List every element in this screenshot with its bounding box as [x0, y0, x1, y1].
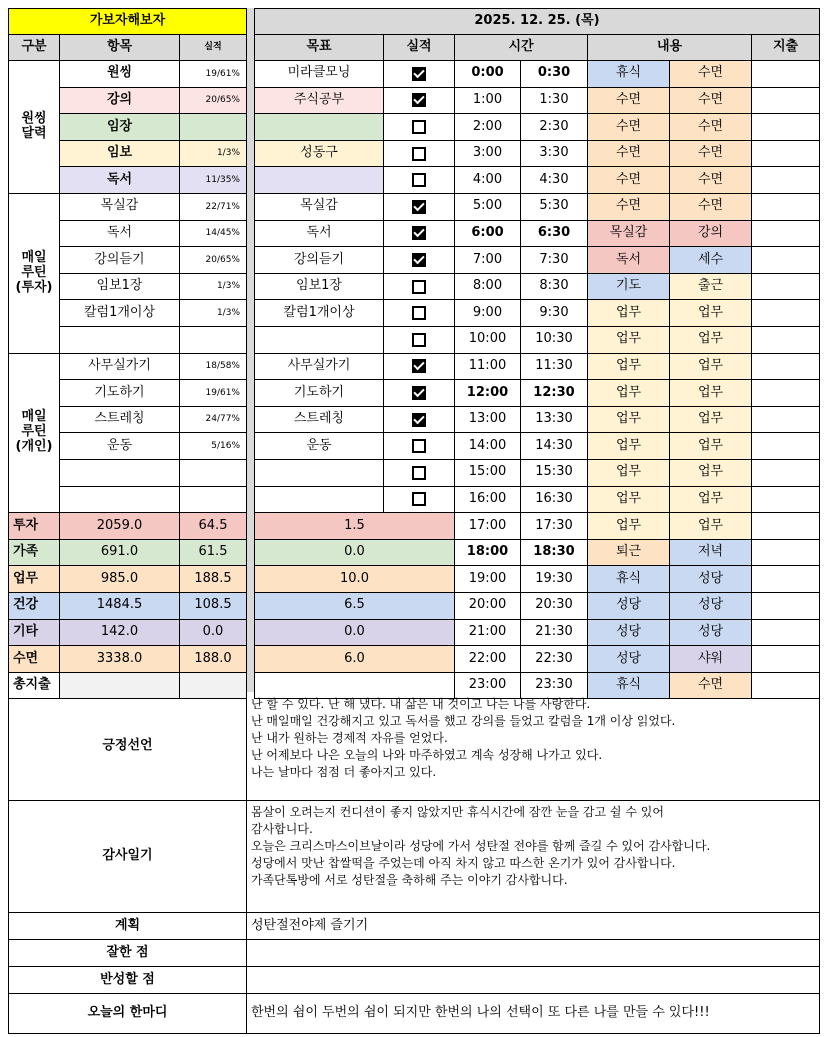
- expense-cell[interactable]: [752, 540, 820, 567]
- time-end: 1:30: [521, 88, 588, 115]
- total-value-2: 188.0: [180, 646, 247, 673]
- total-value-1: 3338.0: [60, 646, 180, 673]
- expense-cell[interactable]: [752, 194, 820, 221]
- activity-first-half: 업무: [588, 300, 670, 327]
- activity-second-half: 업무: [670, 327, 752, 354]
- time-end: 15:30: [521, 460, 588, 487]
- item-score: [180, 460, 247, 487]
- time-start: 7:00: [455, 247, 521, 274]
- time-end: 19:30: [521, 566, 588, 593]
- item-name: 기도하기: [60, 380, 180, 407]
- activity-second-half: 수면: [670, 141, 752, 168]
- expense-cell[interactable]: [752, 274, 820, 301]
- activity-first-half: 수면: [588, 114, 670, 141]
- expense-cell[interactable]: [752, 141, 820, 168]
- activity-second-half: 수면: [670, 61, 752, 88]
- activity-first-half: 업무: [588, 380, 670, 407]
- item-name: 사무실가기: [60, 354, 180, 381]
- time-start: 9:00: [455, 300, 521, 327]
- time-start: 12:00: [455, 380, 521, 407]
- activity-second-half: 업무: [670, 433, 752, 460]
- activity-first-half: 수면: [588, 194, 670, 221]
- time-start: 20:00: [455, 593, 521, 620]
- total-category: 가족: [8, 540, 60, 567]
- total-value-1: 2059.0: [60, 513, 180, 540]
- goal-cell: 미라클모닝: [254, 61, 384, 88]
- checked-checkbox[interactable]: [412, 200, 426, 214]
- activity-first-half: 독서: [588, 247, 670, 274]
- activity-second-half: 업무: [670, 487, 752, 514]
- item-score: 22/71%: [180, 194, 247, 221]
- expense-cell[interactable]: [752, 88, 820, 115]
- goal-cell: 스트레칭: [254, 407, 384, 434]
- done-checkbox-cell[interactable]: [384, 61, 455, 88]
- activity-second-half: 강의: [670, 221, 752, 248]
- checked-checkbox[interactable]: [412, 386, 426, 400]
- goal-cell: 목실감: [254, 194, 384, 221]
- expense-cell[interactable]: [752, 593, 820, 620]
- activity-second-half: 업무: [670, 354, 752, 381]
- goal-cell: 주식공부: [254, 88, 384, 115]
- done-checkbox-cell[interactable]: [384, 354, 455, 381]
- time-end: 8:30: [521, 274, 588, 301]
- header-time: 시간: [455, 35, 588, 61]
- done-checkbox-cell[interactable]: [384, 300, 455, 327]
- done-checkbox-cell[interactable]: [384, 247, 455, 274]
- header-item: 항목: [60, 35, 180, 61]
- time-end: 13:30: [521, 407, 588, 434]
- group-label: 매일 루틴 (개인): [8, 354, 60, 514]
- total-value-1: 985.0: [60, 566, 180, 593]
- activity-second-half: 성당: [670, 566, 752, 593]
- activity-first-half: 업무: [588, 354, 670, 381]
- total-category: 기타: [8, 620, 60, 647]
- time-start: 6:00: [455, 221, 521, 248]
- expense-cell[interactable]: [752, 433, 820, 460]
- header-expense: 지출: [752, 35, 820, 61]
- checked-checkbox[interactable]: [412, 253, 426, 267]
- done-checkbox-cell[interactable]: [384, 433, 455, 460]
- item-score: 18/58%: [180, 354, 247, 381]
- item-score: 19/61%: [180, 380, 247, 407]
- activity-first-half: 휴식: [588, 673, 670, 700]
- date-header: 2025. 12. 25. (목): [254, 8, 820, 35]
- activity-second-half: 샤워: [670, 646, 752, 673]
- checked-checkbox[interactable]: [412, 359, 426, 373]
- activity-second-half: 수면: [670, 673, 752, 700]
- item-score: 20/65%: [180, 247, 247, 274]
- expense-cell[interactable]: [752, 327, 820, 354]
- item-score: 14/45%: [180, 221, 247, 248]
- item-score: [180, 114, 247, 141]
- activity-second-half: 수면: [670, 88, 752, 115]
- activity-first-half: 휴식: [588, 61, 670, 88]
- time-start: 3:00: [455, 141, 521, 168]
- time-start: 2:00: [455, 114, 521, 141]
- expense-cell[interactable]: [752, 221, 820, 248]
- goal-cell: 임보1장: [254, 274, 384, 301]
- activity-first-half: 성당: [588, 593, 670, 620]
- time-end: 3:30: [521, 141, 588, 168]
- total-category: 투자: [8, 513, 60, 540]
- item-score: [180, 487, 247, 514]
- done-checkbox-cell[interactable]: [384, 487, 455, 514]
- time-start: 10:00: [455, 327, 521, 354]
- expense-cell[interactable]: [752, 566, 820, 593]
- time-end: 2:30: [521, 114, 588, 141]
- expense-cell[interactable]: [752, 61, 820, 88]
- time-start: 16:00: [455, 487, 521, 514]
- activity-second-half: 업무: [670, 407, 752, 434]
- unchecked-checkbox[interactable]: [412, 492, 426, 506]
- activity-first-half: 업무: [588, 407, 670, 434]
- done-checkbox-cell[interactable]: [384, 88, 455, 115]
- total-category: 수면: [8, 646, 60, 673]
- expense-cell[interactable]: [752, 646, 820, 673]
- expense-cell[interactable]: [752, 354, 820, 381]
- unchecked-checkbox[interactable]: [412, 333, 426, 347]
- activity-second-half: 수면: [670, 194, 752, 221]
- goal-cell: 독서: [254, 221, 384, 248]
- time-start: 21:00: [455, 620, 521, 647]
- activity-first-half: 목실감: [588, 221, 670, 248]
- activity-second-half: 업무: [670, 460, 752, 487]
- plan-label: 계획: [8, 913, 247, 940]
- time-start: 15:00: [455, 460, 521, 487]
- good-points-text[interactable]: [247, 940, 820, 967]
- item-name: 운동: [60, 433, 180, 460]
- item-name: 스트레칭: [60, 407, 180, 434]
- affirmation-text[interactable]: 난 할 수 있다. 난 해 냈다. 내 삶은 내 것이고 나는 나를 사랑한다. 난 매일매일 건강해지고 있고 독서를 했고 강의를 들었고 칼럼을 1개 이상 읽었다. 난 내가 원하는 경제적 자유를 얻었다. 난 어제보다 나은 오늘의 나와 마주하였고 계속 성장해 나가고 있다. 나는 날마다 점점 더 좋아지고 있다.: [247, 693, 820, 801]
- header-category: 구분: [8, 35, 60, 61]
- checked-checkbox[interactable]: [412, 93, 426, 107]
- item-score: 1/3%: [180, 300, 247, 327]
- reflection-text[interactable]: [247, 967, 820, 994]
- goal-cell: 성동구: [254, 141, 384, 168]
- activity-first-half: 업무: [588, 460, 670, 487]
- goal-cell: [254, 327, 384, 354]
- time-start: 0:00: [455, 61, 521, 88]
- time-start: 4:00: [455, 167, 521, 194]
- done-checkbox-cell[interactable]: [384, 141, 455, 168]
- total-value-1: 691.0: [60, 540, 180, 567]
- item-score: [180, 327, 247, 354]
- item-score: 19/61%: [180, 61, 247, 88]
- expense-cell[interactable]: [752, 487, 820, 514]
- total-expense-label: 총지출: [8, 673, 60, 700]
- plan-text[interactable]: 성탄절전야제 즐기기: [247, 913, 820, 940]
- time-start: 14:00: [455, 433, 521, 460]
- activity-first-half: 기도: [588, 274, 670, 301]
- time-end: 18:30: [521, 540, 588, 567]
- group-label: 매일 루틴 (투자): [8, 194, 60, 354]
- group-label: 원씽 달력: [8, 61, 60, 194]
- unchecked-checkbox[interactable]: [412, 147, 426, 161]
- unchecked-checkbox[interactable]: [412, 173, 426, 187]
- done-checkbox-cell[interactable]: [384, 167, 455, 194]
- item-name: 목실감: [60, 194, 180, 221]
- total-value-2: 0.0: [180, 620, 247, 647]
- item-name: 강의: [60, 88, 180, 115]
- sheet-title: 가보자해보자: [8, 8, 247, 35]
- activity-second-half: 성당: [670, 620, 752, 647]
- column-separator: [247, 8, 254, 692]
- activity-second-half: 세수: [670, 247, 752, 274]
- total-value-3: 6.5: [254, 593, 455, 620]
- header-content: 내용: [588, 35, 752, 61]
- gratitude-text[interactable]: 몸살이 오려는지 컨디션이 좋지 않았지만 휴식시간에 잠깐 눈을 감고 쉴 수 있어 감사합니다. 오늘은 크리스마스이브날이라 성당에 가서 성탄절 전야를 함께 즐길 수 있어 감사합니다. 성당에서 맛난 찹쌀떡을 주었는데 아직 차지 않고 따스한 온기가 있어 감사합니다. 가족단톡방에 서로 성탄절을 축하해 주는 이야기 감사합니다.: [247, 801, 820, 913]
- time-end: 6:30: [521, 221, 588, 248]
- activity-first-half: 수면: [588, 88, 670, 115]
- item-name: [60, 327, 180, 354]
- goal-cell: [254, 487, 384, 514]
- header-goal: 목표: [254, 35, 384, 61]
- total-value-2: 188.5: [180, 566, 247, 593]
- activity-second-half: 출근: [670, 274, 752, 301]
- item-name: 임보: [60, 141, 180, 168]
- expense-cell[interactable]: [752, 620, 820, 647]
- expense-cell[interactable]: [752, 407, 820, 434]
- one-word-label: 오늘의 한마디: [8, 994, 247, 1034]
- total-value-1: 142.0: [60, 620, 180, 647]
- total-category: 업무: [8, 566, 60, 593]
- activity-second-half: 수면: [670, 114, 752, 141]
- activity-first-half: 휴식: [588, 566, 670, 593]
- item-name: 강의듣기: [60, 247, 180, 274]
- reflection-label: 반성할 점: [8, 967, 247, 994]
- item-name: 독서: [60, 167, 180, 194]
- item-name: [60, 487, 180, 514]
- activity-second-half: 수면: [670, 167, 752, 194]
- unchecked-checkbox[interactable]: [412, 439, 426, 453]
- goal-cell: [254, 114, 384, 141]
- time-start: 1:00: [455, 88, 521, 115]
- checked-checkbox[interactable]: [412, 226, 426, 240]
- time-start: 13:00: [455, 407, 521, 434]
- activity-second-half: 업무: [670, 380, 752, 407]
- activity-first-half: 수면: [588, 167, 670, 194]
- activity-second-half: 저녁: [670, 540, 752, 567]
- goal-cell: 칼럼1개이상: [254, 300, 384, 327]
- activity-first-half: 업무: [588, 513, 670, 540]
- total-value-1: 1484.5: [60, 593, 180, 620]
- activity-first-half: 업무: [588, 327, 670, 354]
- time-end: 23:30: [521, 673, 588, 700]
- done-checkbox-cell[interactable]: [384, 274, 455, 301]
- item-score: 5/16%: [180, 433, 247, 460]
- time-end: 9:30: [521, 300, 588, 327]
- time-start: 8:00: [455, 274, 521, 301]
- activity-second-half: 성당: [670, 593, 752, 620]
- activity-first-half: 업무: [588, 433, 670, 460]
- expense-cell[interactable]: [752, 300, 820, 327]
- item-name: 임장: [60, 114, 180, 141]
- total-category: 건강: [8, 593, 60, 620]
- total-value-2: 108.5: [180, 593, 247, 620]
- total-value-3: 6.0: [254, 646, 455, 673]
- goal-cell: [254, 167, 384, 194]
- done-checkbox-cell[interactable]: [384, 114, 455, 141]
- total-value-3: 10.0: [254, 566, 455, 593]
- header-done: 실적: [384, 35, 455, 61]
- time-start: 17:00: [455, 513, 521, 540]
- total-value-3: 0.0: [254, 620, 455, 647]
- time-start: 19:00: [455, 566, 521, 593]
- time-end: 10:30: [521, 327, 588, 354]
- goal-cell: [254, 460, 384, 487]
- item-name: 독서: [60, 221, 180, 248]
- done-checkbox-cell[interactable]: [384, 460, 455, 487]
- done-checkbox-cell[interactable]: [384, 380, 455, 407]
- time-start: 5:00: [455, 194, 521, 221]
- time-end: 12:30: [521, 380, 588, 407]
- time-end: 20:30: [521, 593, 588, 620]
- one-word-text[interactable]: 한번의 쉼이 두번의 쉼이 되지만 한번의 나의 선택이 또 다른 나를 만들 수 있다!!!: [247, 994, 820, 1034]
- item-name: 칼럼1개이상: [60, 300, 180, 327]
- good-points-label: 잘한 점: [8, 940, 247, 967]
- expense-cell[interactable]: [752, 247, 820, 274]
- goal-cell: 기도하기: [254, 380, 384, 407]
- item-score: 24/77%: [180, 407, 247, 434]
- goal-cell: 사무실가기: [254, 354, 384, 381]
- time-end: 17:30: [521, 513, 588, 540]
- item-score: 20/65%: [180, 88, 247, 115]
- done-checkbox-cell[interactable]: [384, 407, 455, 434]
- item-name: 임보1장: [60, 274, 180, 301]
- unchecked-checkbox[interactable]: [412, 280, 426, 294]
- item-name: 원씽: [60, 61, 180, 88]
- gratitude-label: 감사일기: [8, 801, 247, 913]
- time-end: 4:30: [521, 167, 588, 194]
- expense-cell[interactable]: [752, 114, 820, 141]
- unchecked-checkbox[interactable]: [412, 306, 426, 320]
- activity-second-half: 업무: [670, 300, 752, 327]
- time-end: 11:30: [521, 354, 588, 381]
- time-end: 5:30: [521, 194, 588, 221]
- time-end: 0:30: [521, 61, 588, 88]
- time-start: 23:00: [455, 673, 521, 700]
- expense-cell[interactable]: [752, 167, 820, 194]
- total-value-3: 0.0: [254, 540, 455, 567]
- time-end: 14:30: [521, 433, 588, 460]
- expense-cell[interactable]: [752, 380, 820, 407]
- time-end: 7:30: [521, 247, 588, 274]
- item-score: 1/3%: [180, 141, 247, 168]
- header-score: 실적: [180, 35, 247, 61]
- time-start: 18:00: [455, 540, 521, 567]
- expense-cell[interactable]: [752, 460, 820, 487]
- done-checkbox-cell[interactable]: [384, 221, 455, 248]
- unchecked-checkbox[interactable]: [412, 120, 426, 134]
- activity-first-half: 성당: [588, 646, 670, 673]
- time-end: 16:30: [521, 487, 588, 514]
- time-end: 21:30: [521, 620, 588, 647]
- total-value-2: 64.5: [180, 513, 247, 540]
- total-value-2: 61.5: [180, 540, 247, 567]
- checked-checkbox[interactable]: [412, 413, 426, 427]
- done-checkbox-cell[interactable]: [384, 194, 455, 221]
- item-name: [60, 460, 180, 487]
- activity-second-half: 업무: [670, 513, 752, 540]
- time-end: 22:30: [521, 646, 588, 673]
- item-score: 1/3%: [180, 274, 247, 301]
- goal-cell: 강의듣기: [254, 247, 384, 274]
- activity-first-half: 성당: [588, 620, 670, 647]
- goal-cell: 운동: [254, 433, 384, 460]
- item-score: 11/35%: [180, 167, 247, 194]
- time-start: 11:00: [455, 354, 521, 381]
- unchecked-checkbox[interactable]: [412, 466, 426, 480]
- activity-first-half: 퇴근: [588, 540, 670, 567]
- done-checkbox-cell[interactable]: [384, 327, 455, 354]
- checked-checkbox[interactable]: [412, 67, 426, 81]
- total-value-3: 1.5: [254, 513, 455, 540]
- affirmation-label: 긍정선언: [8, 693, 247, 801]
- expense-cell[interactable]: [752, 513, 820, 540]
- activity-first-half: 업무: [588, 487, 670, 514]
- time-start: 22:00: [455, 646, 521, 673]
- activity-first-half: 수면: [588, 141, 670, 168]
